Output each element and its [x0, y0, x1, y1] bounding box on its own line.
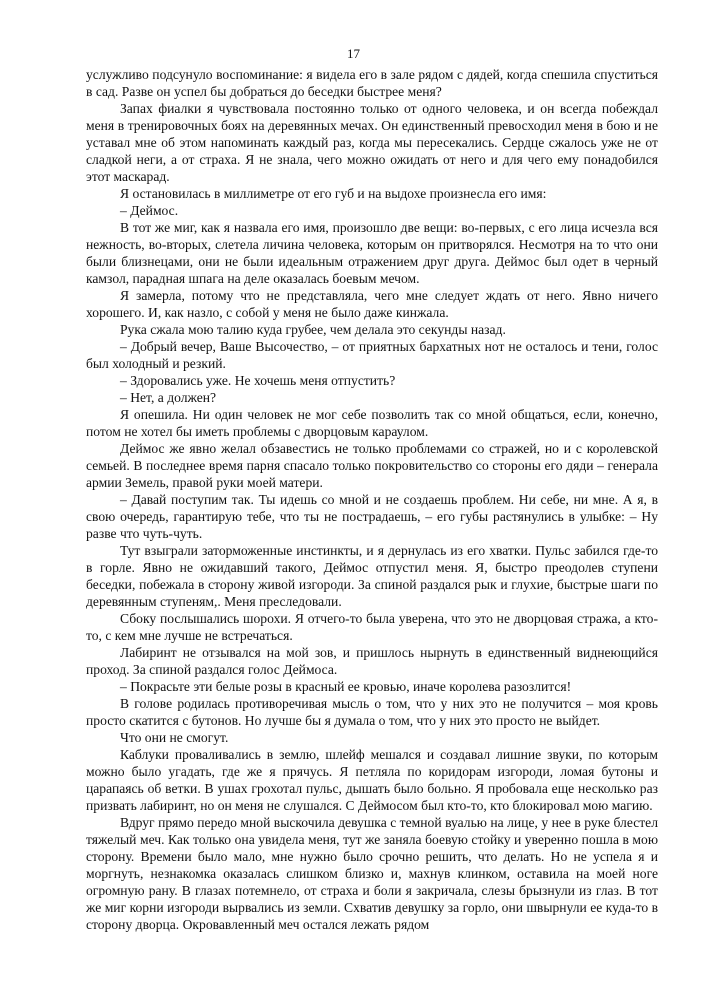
paragraph: – Давай поступим так. Ты идешь со мной и не создаешь проблем. Ни себе, ни мне. А я, в свою очередь, гарантирую тебе, что ты не пострадаешь, – его губы растянулись в улыбке: – Ну разве что чуть-чуть. — [86, 492, 658, 541]
paragraph: В тот же миг, как я назвала его имя, произошло две вещи: во-первых, с его лица исчезла вся нежность, во-вторых, слетела личина человека, которым он притворялся. Несмотря на то что они были близнецами, они не были идеальным отражением друг друга. Деймос был одет в черный камзол, парадная шпага на деле оказалась боевым мечом. — [86, 220, 658, 286]
paragraph: Я опешила. Ни один человек не мог себе позволить так со мной общаться, если, конечно, потом не хотел бы иметь проблемы с дворцовым караулом. — [86, 407, 658, 439]
paragraph: Деймос же явно желал обзавестись не только проблемами со стражей, но и с королевской семьей. В последнее время парня спасало только покровительство со стороны его дяди – генерала армии Земель, правой руки моей матери. — [86, 441, 658, 490]
paragraph: Каблуки проваливались в землю, шлейф мешался и создавал лишние звуки, по которым можно было угадать, где же я прячусь. Я петляла по коридорам изгороди, ломая бутоны и царапаясь об ветки. В ушах грохотал пульс, дышать было больно. Я пробовала еще несколько раз призвать лабиринт, но он меня не слушался. С Деймосом был кто-то, кто блокировал мою магию. — [86, 747, 658, 813]
paragraph: Я остановилась в миллиметре от его губ и на выдохе произнесла его имя: — [120, 186, 547, 201]
paragraph: В голове родилась противоречивая мысль о том, что у них это не получится – моя кровь просто скатится с бутонов. Но лучше бы я думала о том, что у них это просто не выйдет. — [86, 696, 658, 728]
paragraph: Сбоку послышались шорохи. Я отчего-то была уверена, что это не дворцовая стража, а кто-то, с кем мне лучше не встречаться. — [86, 611, 658, 643]
paragraph: – Покрасьте эти белые розы в красный ее кровью, иначе королева разозлится! — [120, 679, 572, 694]
body-text — [86, 66, 658, 933]
paragraph: услужливо подсунуло воспоминание: я видела его в зале рядом с дядей, когда спешила спуститься в сад. Разве он успел бы добраться до беседки быстрее меня? — [86, 67, 658, 99]
paragraph: Лабиринт не отзывался на мой зов, и пришлось нырнуть в единственный виднеющийся проход. За спиной раздался голос Деймоса. — [86, 645, 658, 677]
paragraph: Вдруг прямо передо мной выскочила девушка с темной вуалью на лице, у нее в руке блестел тяжелый меч. Как только она увидела меня, тут же заняла боевую стойку и уверенно пошла в мою сторону. Времени было мало, мне нужно было срочно решить, что делать. Но не успела я и моргнуть, незнакомка оказалась слишком близко и, махнув клинком, оставила на моей ноге огромную рану. В глазах потемнело, от страха и боли я закричала, слезы брызнули из глаз. В тот же миг корни изгороди вырвались из земли. Схватив девушку за горло, они швырнули ее куда-то в сторону дворца. Окровавленный меч остался лежать рядом — [86, 815, 658, 932]
paragraph: Тут взыграли заторможенные инстинкты, и я дернулась из его хватки. Пульс забился где-то в горле. Явно не ожидавший такого, Деймос отпустил меня. Я, быстро преодолев ступени беседки, побежала в сторону живой изгороди. За спиной раздался рык и глухие, быстрые шаги по деревянным ступеням,. Меня преследовали. — [86, 543, 658, 609]
page-number: 17 — [347, 46, 360, 61]
paragraph: – Нет, а должен? — [120, 390, 217, 405]
paragraph: – Здоровались уже. Не хочешь меня отпустить? — [120, 373, 396, 388]
paragraph: – Деймос. — [120, 203, 179, 218]
paragraph: Рука сжала мою талию куда грубее, чем делала это секунды назад. — [120, 322, 506, 337]
paragraph: Запах фиалки я чувствовала постоянно только от одного человека, и он всегда побеждал меня в тренировочных боях на деревянных мечах. Он единственный превосходил меня в бою и не уставал мне об этом напоминать каждый раз, когда мы пересекались. Сердце сжалось уже не от сладкой неги, а от страха. Я не знала, чего можно ожидать от него и для чего ему понадобился этот маскарад. — [86, 101, 658, 184]
paragraph: Что они не смогут. — [120, 730, 229, 745]
paragraph: Я замерла, потому что не представляла, чего мне следует ждать от него. Явно ничего хорошего. И, как назло, с собой у меня не было даже кинжала. — [86, 288, 658, 320]
paragraph: – Добрый вечер, Ваше Высочество, – от приятных бархатных нот не осталось и тени, голос был холодный и резкий. — [86, 339, 658, 371]
